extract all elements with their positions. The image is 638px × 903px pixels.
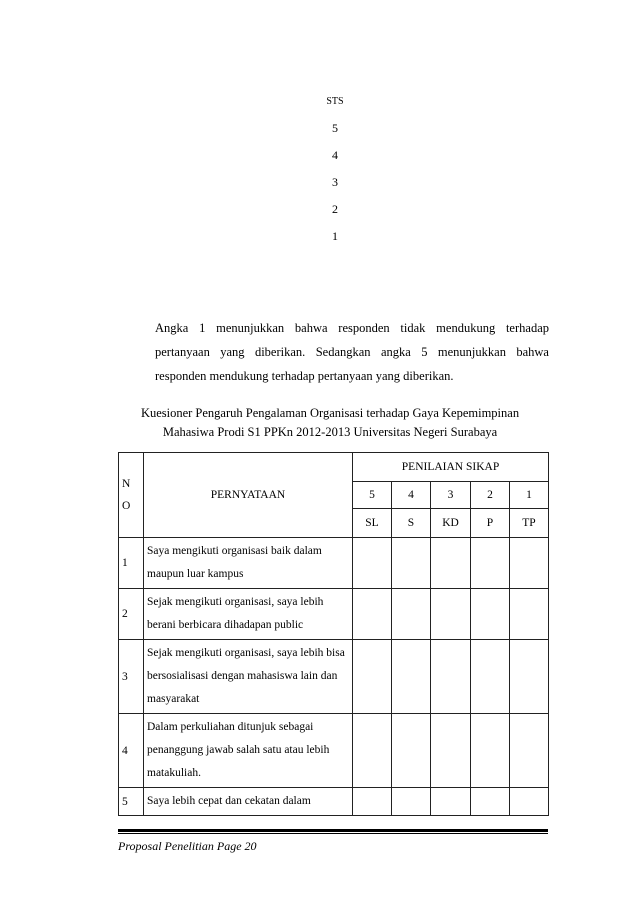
scale-value: 5	[332, 121, 338, 135]
row-statement: Dalam perkuliahan ditunjuk sebagai penanggung jawab salah satu atau lebih matakuliah.	[144, 714, 353, 788]
rating-cell-4[interactable]	[392, 640, 431, 714]
page-footer	[118, 829, 548, 854]
rating-cell-5[interactable]	[353, 538, 392, 589]
category-header: KD	[431, 509, 471, 538]
score-header: 4	[392, 482, 431, 509]
rating-cell-5[interactable]	[353, 714, 392, 788]
scale-value: 2	[332, 202, 338, 216]
questionnaire-table	[118, 452, 549, 816]
rating-cell-3[interactable]	[431, 538, 471, 589]
rating-cell-2[interactable]	[471, 589, 510, 640]
table-row	[119, 788, 549, 816]
explanation-paragraph	[155, 316, 549, 388]
row-number: 5	[119, 788, 144, 816]
rating-cell-4[interactable]	[392, 788, 431, 816]
no-header-line2: O	[122, 500, 131, 512]
rating-cell-5[interactable]	[353, 788, 392, 816]
footer-text: Proposal Penelitian Page 20	[118, 833, 548, 854]
rating-cell-1[interactable]	[510, 714, 549, 788]
table-row	[119, 714, 549, 788]
rating-cell-3[interactable]	[431, 640, 471, 714]
questionnaire-title-line1: Kuesioner Pengaruh Pengalaman Organisasi terhadap Gaya Kepemimpinan	[140, 406, 520, 420]
statement-column-header: PERNYATAAN	[144, 453, 353, 538]
rating-cell-1[interactable]	[510, 640, 549, 714]
scale-value: 3	[332, 175, 338, 189]
rating-scale-list	[300, 88, 370, 250]
rating-cell-4[interactable]	[392, 714, 431, 788]
scale-value: 4	[332, 148, 338, 162]
row-statement: Sejak mengikuti organisasi, saya lebih berani berbicara dihadapan public	[144, 589, 353, 640]
questionnaire-title	[110, 404, 550, 442]
row-number: 1	[119, 538, 144, 589]
rating-cell-2[interactable]	[471, 714, 510, 788]
row-number: 2	[119, 589, 144, 640]
rating-cell-3[interactable]	[431, 589, 471, 640]
rating-cell-1[interactable]	[510, 788, 549, 816]
rating-cell-2[interactable]	[471, 788, 510, 816]
scale-value: 1	[332, 229, 338, 243]
table-row	[119, 589, 549, 640]
rating-cell-4[interactable]	[392, 589, 431, 640]
rating-cell-1[interactable]	[510, 538, 549, 589]
no-column-header	[119, 453, 144, 538]
rating-cell-5[interactable]	[353, 589, 392, 640]
row-number: 4	[119, 714, 144, 788]
rating-cell-5[interactable]	[353, 640, 392, 714]
row-statement: Sejak mengikuti organisasi, saya lebih bisa bersosialisasi dengan mahasiswa lain dan masyarakat	[144, 640, 353, 714]
table-row	[119, 640, 549, 714]
rating-cell-1[interactable]	[510, 589, 549, 640]
category-header: P	[471, 509, 510, 538]
category-header: TP	[510, 509, 549, 538]
assessment-group-header: PENILAIAN SIKAP	[353, 453, 549, 482]
scale-heading: STS	[326, 96, 344, 107]
row-number: 3	[119, 640, 144, 714]
no-header-line1: N	[122, 478, 131, 490]
explanation-text: Angka 1 menunjukkan bahwa responden tidak mendukung terhadap pertanyaan yang diberikan. Sedangkan angka 5 menunjukkan bahwa responden mendukung terhadap pertanyaan yang diberikan.	[155, 321, 549, 383]
table-row	[119, 538, 549, 589]
score-header: 3	[431, 482, 471, 509]
row-statement: Saya lebih cepat dan cekatan dalam	[144, 788, 353, 816]
score-header: 1	[510, 482, 549, 509]
category-header: SL	[353, 509, 392, 538]
rating-cell-2[interactable]	[471, 538, 510, 589]
score-header: 5	[353, 482, 392, 509]
rating-cell-4[interactable]	[392, 538, 431, 589]
category-header: S	[392, 509, 431, 538]
questionnaire-title-line2: Mahasiwa Prodi S1 PPKn 2012-2013 Universitas Negeri Surabaya	[162, 425, 498, 439]
rating-cell-3[interactable]	[431, 788, 471, 816]
rating-cell-3[interactable]	[431, 714, 471, 788]
row-statement: Saya mengikuti organisasi baik dalam maupun luar kampus	[144, 538, 353, 589]
score-header: 2	[471, 482, 510, 509]
rating-cell-2[interactable]	[471, 640, 510, 714]
